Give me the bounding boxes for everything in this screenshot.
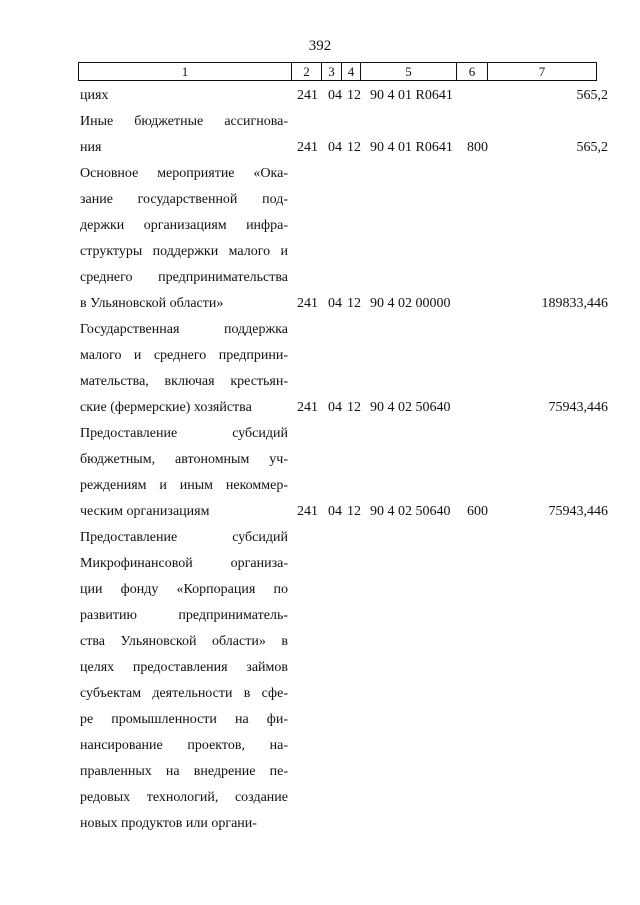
cell-c2: 241 (297, 296, 318, 311)
col-header-3: 3 (322, 63, 342, 81)
row-description (80, 525, 288, 837)
col-header-2: 2 (292, 63, 322, 81)
description-line: держки организациям инфра- (80, 218, 288, 233)
description-line: ские (фермерские) хозяйства (80, 400, 252, 415)
cell-c6: 600 (467, 504, 488, 519)
cell-c5: 90 4 02 50640 (370, 504, 451, 519)
col-header-6: 6 (457, 63, 488, 81)
col-header-7: 7 (488, 63, 597, 81)
description-line: зание государственной под- (80, 192, 288, 207)
description-line: новых продуктов или органи- (80, 816, 257, 831)
row-description (80, 421, 288, 525)
cell-c3: 04 (328, 400, 342, 415)
description-line: среднего предпринимательства (80, 270, 288, 285)
description-line: правленных на внедрение пе- (80, 764, 288, 779)
description-line: субъектам деятельности в сфе- (80, 686, 288, 701)
description-line: в Ульяновской области» (80, 296, 224, 311)
cell-c7: 565,2 (576, 140, 608, 155)
row-description (80, 83, 288, 109)
description-line: ции фонду «Корпорация по (80, 582, 288, 597)
cell-c2: 241 (297, 504, 318, 519)
cell-c7: 565,2 (576, 88, 608, 103)
cell-c4: 12 (347, 504, 361, 519)
page-number: 392 (308, 38, 332, 54)
cell-c7: 75943,446 (548, 400, 608, 415)
col-header-5: 5 (361, 63, 457, 81)
col-header-4: 4 (342, 63, 361, 81)
cell-c3: 04 (328, 296, 342, 311)
cell-c5: 90 4 01 R0641 (370, 88, 453, 103)
row-description (80, 161, 288, 317)
cell-c2: 241 (297, 400, 318, 415)
description-line: Предоставление субсидий (80, 530, 288, 545)
description-line: редовых технологий, создание (80, 790, 288, 805)
description-line: структуры поддержки малого и (80, 244, 288, 259)
description-line: Государственная поддержка (80, 322, 288, 337)
row-description (80, 317, 288, 421)
description-line: бюджетным, автономным уч- (80, 452, 288, 467)
description-line: Микрофинансовой организа- (80, 556, 288, 571)
description-line: ческим организациям (80, 504, 210, 519)
cell-c7: 75943,446 (548, 504, 608, 519)
cell-c6: 800 (467, 140, 488, 155)
cell-c3: 04 (328, 504, 342, 519)
description-line: Предоставление субсидий (80, 426, 288, 441)
col-header-1: 1 (79, 63, 292, 81)
description-line: ства Ульяновской области» в (80, 634, 288, 649)
description-line: целях предоставления займов (80, 660, 288, 675)
cell-c4: 12 (347, 400, 361, 415)
row-description (80, 109, 288, 161)
cell-c5: 90 4 01 R0641 (370, 140, 453, 155)
cell-c4: 12 (347, 296, 361, 311)
cell-c2: 241 (297, 140, 318, 155)
cell-c2: 241 (297, 88, 318, 103)
description-line: реждениям и иным некоммер- (80, 478, 288, 493)
description-line: нансирование проектов, на- (80, 738, 288, 753)
cell-c7: 189833,446 (541, 296, 608, 311)
description-line: развитию предприниматель- (80, 608, 288, 623)
cell-c4: 12 (347, 88, 361, 103)
cell-c5: 90 4 02 00000 (370, 296, 451, 311)
description-line: ния (80, 140, 102, 155)
cell-c3: 04 (328, 88, 342, 103)
description-line: малого и среднего предприни- (80, 348, 288, 363)
cell-c3: 04 (328, 140, 342, 155)
column-header-row (78, 62, 597, 81)
description-line: мательства, включая крестьян- (80, 374, 288, 389)
cell-c5: 90 4 02 50640 (370, 400, 451, 415)
description-line: циях (80, 88, 109, 103)
cell-c4: 12 (347, 140, 361, 155)
description-line: Основное мероприятие «Ока- (80, 166, 288, 181)
description-line: ре промышленности на фи- (80, 712, 288, 727)
description-line: Иные бюджетные ассигнова- (80, 114, 288, 129)
